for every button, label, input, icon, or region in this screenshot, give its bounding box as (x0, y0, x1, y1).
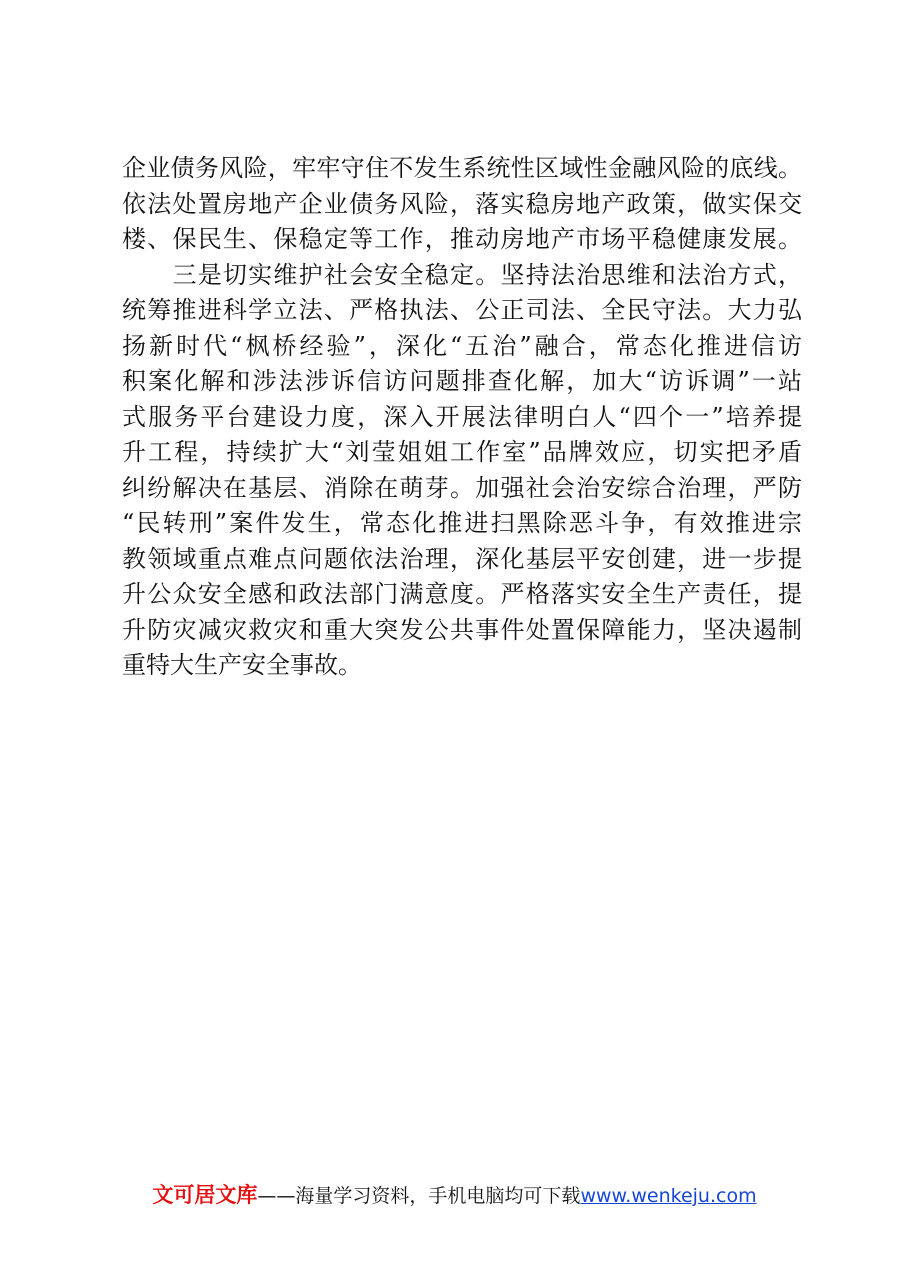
body-text (122, 151, 802, 684)
text-line: “民转刑”案件发生，常态化推进扫黑除恶斗争，有效推进宗 (122, 509, 802, 537)
footer-banner (0, 1182, 909, 1209)
footer-site-link[interactable]: www.wenkeju.com (580, 1185, 757, 1207)
text-line: 纠纷解决在基层、消除在萌芽。加强社会治安综合治理，严防 (122, 473, 802, 502)
text-line: 三是切实维护社会安全稳定。坚持法治思维和法治方式， (122, 260, 802, 289)
footer-brand: 文可居文库 (152, 1183, 258, 1207)
text-line: 升公众安全感和政法部门满意度。严格落实安全生产责任，提 (122, 580, 802, 608)
text-line: 积案化解和涉法涉诉信访问题排查化解，加大“访诉调”一站 (122, 367, 802, 395)
text-line: 升工程，持续扩大“刘莹姐姐工作室”品牌效应，切实把矛盾 (122, 438, 802, 466)
text-line: 依法处置房地产企业债务风险，落实稳房地产政策，做实保交 (122, 189, 802, 218)
text-line: 式服务平台建设力度，深入开展法律明白人“四个一”培养提 (122, 402, 802, 431)
footer-tagline: ——海量学习资料，手机电脑均可下载 (257, 1185, 581, 1207)
text-line: 扬新时代“枫桥经验”，深化“五治”融合，常态化推进信访 (122, 331, 802, 360)
text-line: 教领域重点难点问题依法治理，深化基层平安创建，进一步提 (122, 544, 802, 573)
text-line: 企业债务风险，牢牢守住不发生系统性区域性金融风险的底线。 (122, 154, 802, 182)
text-line: 统筹推进科学立法、严格执法、公正司法、全民守法。大力弘 (122, 296, 802, 324)
text-line: 升防灾减灾救灾和重大突发公共事件处置保障能力，坚决遏制 (122, 615, 802, 644)
text-line: 重特大生产安全事故。 (122, 651, 362, 679)
text-line: 楼、保民生、保稳定等工作，推动房地产市场平稳健康发展。 (122, 225, 802, 253)
